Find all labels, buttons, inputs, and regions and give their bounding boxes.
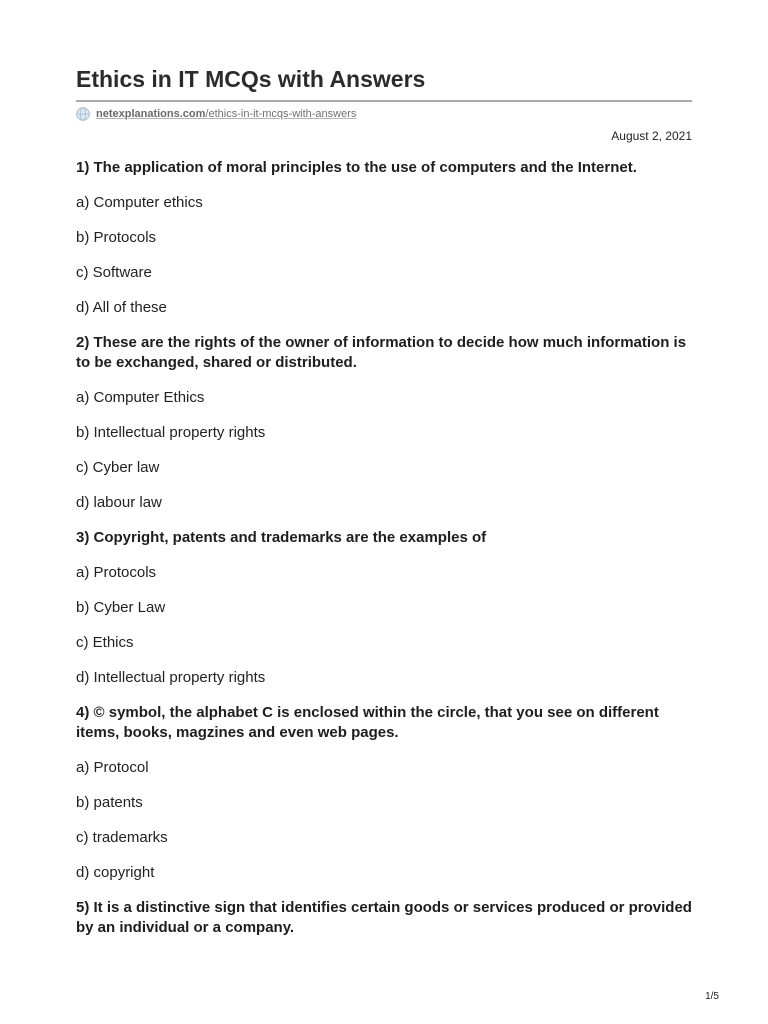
answer-option: a) Protocol xyxy=(76,759,149,776)
question-block xyxy=(76,528,692,688)
answer-option: b) Intellectual property rights xyxy=(76,424,266,441)
answer-option: b) patents xyxy=(76,794,143,811)
question-text: 5) It is a distinctive sign that identifies certain goods or services produced or provided by an individual or a company. xyxy=(76,899,692,936)
source-path: /ethics-in-it-mcqs-with-answers xyxy=(205,108,357,120)
question-text: 2) These are the rights of the owner of information to decide how much information is to be exchanged, shared or distributed. xyxy=(76,334,687,371)
question-text: 4) © symbol, the alphabet C is enclosed within the circle, that you see on different items, books, magzines and even web pages. xyxy=(76,704,659,741)
answer-option: d) labour law xyxy=(76,494,162,511)
source-domain: netexplanations.com xyxy=(96,108,206,120)
answer-option: a) Computer ethics xyxy=(76,194,203,211)
question-block xyxy=(76,158,692,318)
answer-option: a) Computer Ethics xyxy=(76,389,205,406)
title-divider xyxy=(76,100,692,102)
publish-date: August 2, 2021 xyxy=(611,129,692,143)
source-link-row[interactable] xyxy=(76,106,356,122)
answer-option: d) All of these xyxy=(76,299,167,316)
page-title: Ethics in IT MCQs with Answers xyxy=(76,66,426,92)
questions-list xyxy=(76,158,692,953)
source-link[interactable] xyxy=(96,108,356,120)
answer-option: c) Ethics xyxy=(76,634,134,651)
answer-option: c) Software xyxy=(76,264,152,281)
page-number: 1/5 xyxy=(705,991,719,1002)
answer-option: b) Protocols xyxy=(76,229,157,246)
question-block xyxy=(76,333,692,513)
globe-icon xyxy=(76,107,90,121)
question-block xyxy=(76,898,692,938)
question-text: 3) Copyright, patents and trademarks are the examples of xyxy=(76,529,487,546)
answer-option: a) Protocols xyxy=(76,564,157,581)
answer-option: d) Intellectual property rights xyxy=(76,669,266,686)
answer-option: b) Cyber Law xyxy=(76,599,166,616)
answer-option: d) copyright xyxy=(76,864,155,881)
question-text: 1) The application of moral principles to the use of computers and the Internet. xyxy=(76,159,637,176)
answer-option: c) Cyber law xyxy=(76,459,160,476)
question-block xyxy=(76,703,692,883)
answer-option: c) trademarks xyxy=(76,829,168,846)
